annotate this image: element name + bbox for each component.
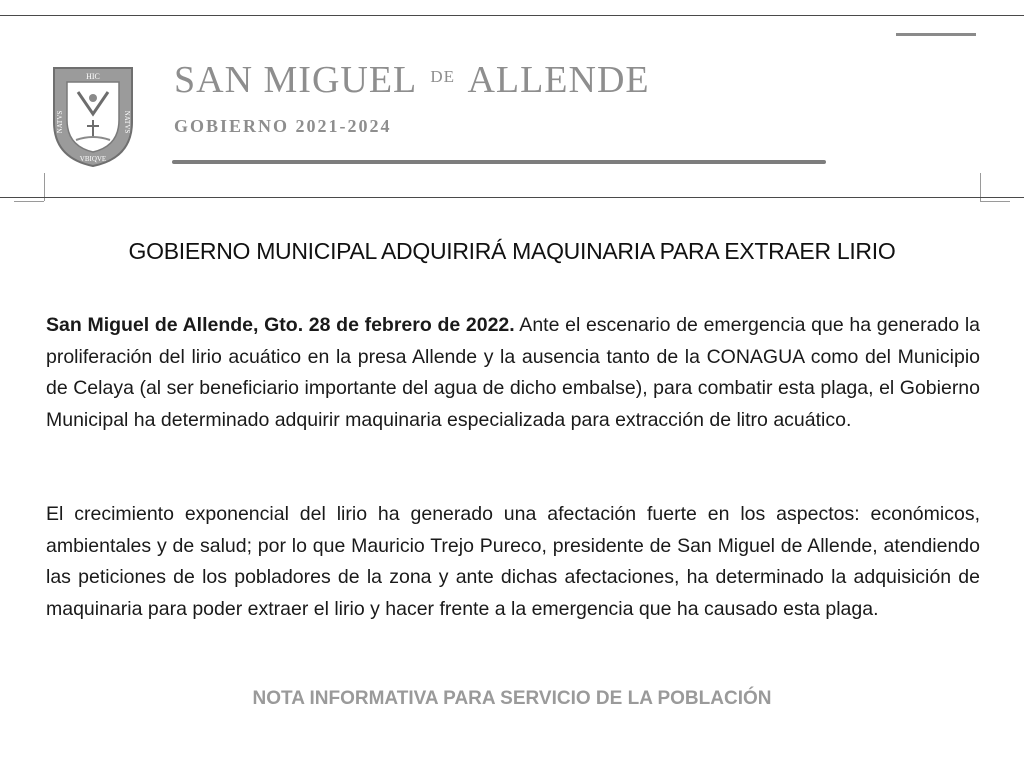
paragraph-1-body: Ante el escenario de emergencia que ha generado la proliferación del lirio acuático en la presa Allende y la ausencia tanto de la CONAGUA como del Municipio de Celaya (al ser beneficiario importante del agua de dicho embalse), para combatir esta plaga, el Gobierno Municipal ha determinado adquirir maquinaria especializada para extracción de litro acuático. — [46, 314, 980, 431]
header-bottom-border — [0, 197, 1024, 198]
dateline: San Miguel de Allende, Gto. 28 de febrero de 2022. — [46, 314, 515, 336]
seal-left-text: NATVS — [56, 110, 64, 134]
crop-mark-left-h — [14, 201, 44, 202]
top-right-dash — [896, 33, 976, 36]
government-period: GOBIERNO 2021-2024 — [174, 116, 392, 136]
article-headline: GOBIERNO MUNICIPAL ADQUIRIRÁ MAQUINARIA PARA EXTRAER LIRIO — [128, 238, 896, 264]
seal-top-text: HIC — [86, 72, 100, 81]
municipality-title — [174, 58, 650, 102]
seal-bottom-text: VBIQVE — [79, 155, 107, 163]
title-part-2: ALLENDE — [467, 59, 650, 101]
municipal-seal-icon — [46, 62, 140, 170]
informative-note: NOTA INFORMATIVA PARA SERVICIO DE LA POBLACIÓN — [252, 688, 772, 709]
article-paragraph-2: El crecimiento exponencial del lirio ha generado una afectación fuerte en los aspectos: económicos, ambientales y de salud; por lo que Mauricio Trejo Pureco, presidente de San Miguel de Allende, atendiendo las peticiones de los pobladores de la zona y ante dichas afectaciones, ha determinado la adquisición de maquinaria para poder extraer el lirio y hacer frente a la emergencia que ha causado esta plaga. — [46, 503, 980, 620]
title-part-1: SAN MIGUEL — [174, 59, 416, 101]
crop-mark-right-h — [980, 201, 1010, 202]
article-paragraph-1 — [46, 310, 980, 436]
header-underline — [172, 160, 826, 164]
title-de: DE — [430, 67, 456, 86]
top-border-line — [0, 15, 1024, 16]
seal-right-text: NATVS — [123, 110, 131, 134]
